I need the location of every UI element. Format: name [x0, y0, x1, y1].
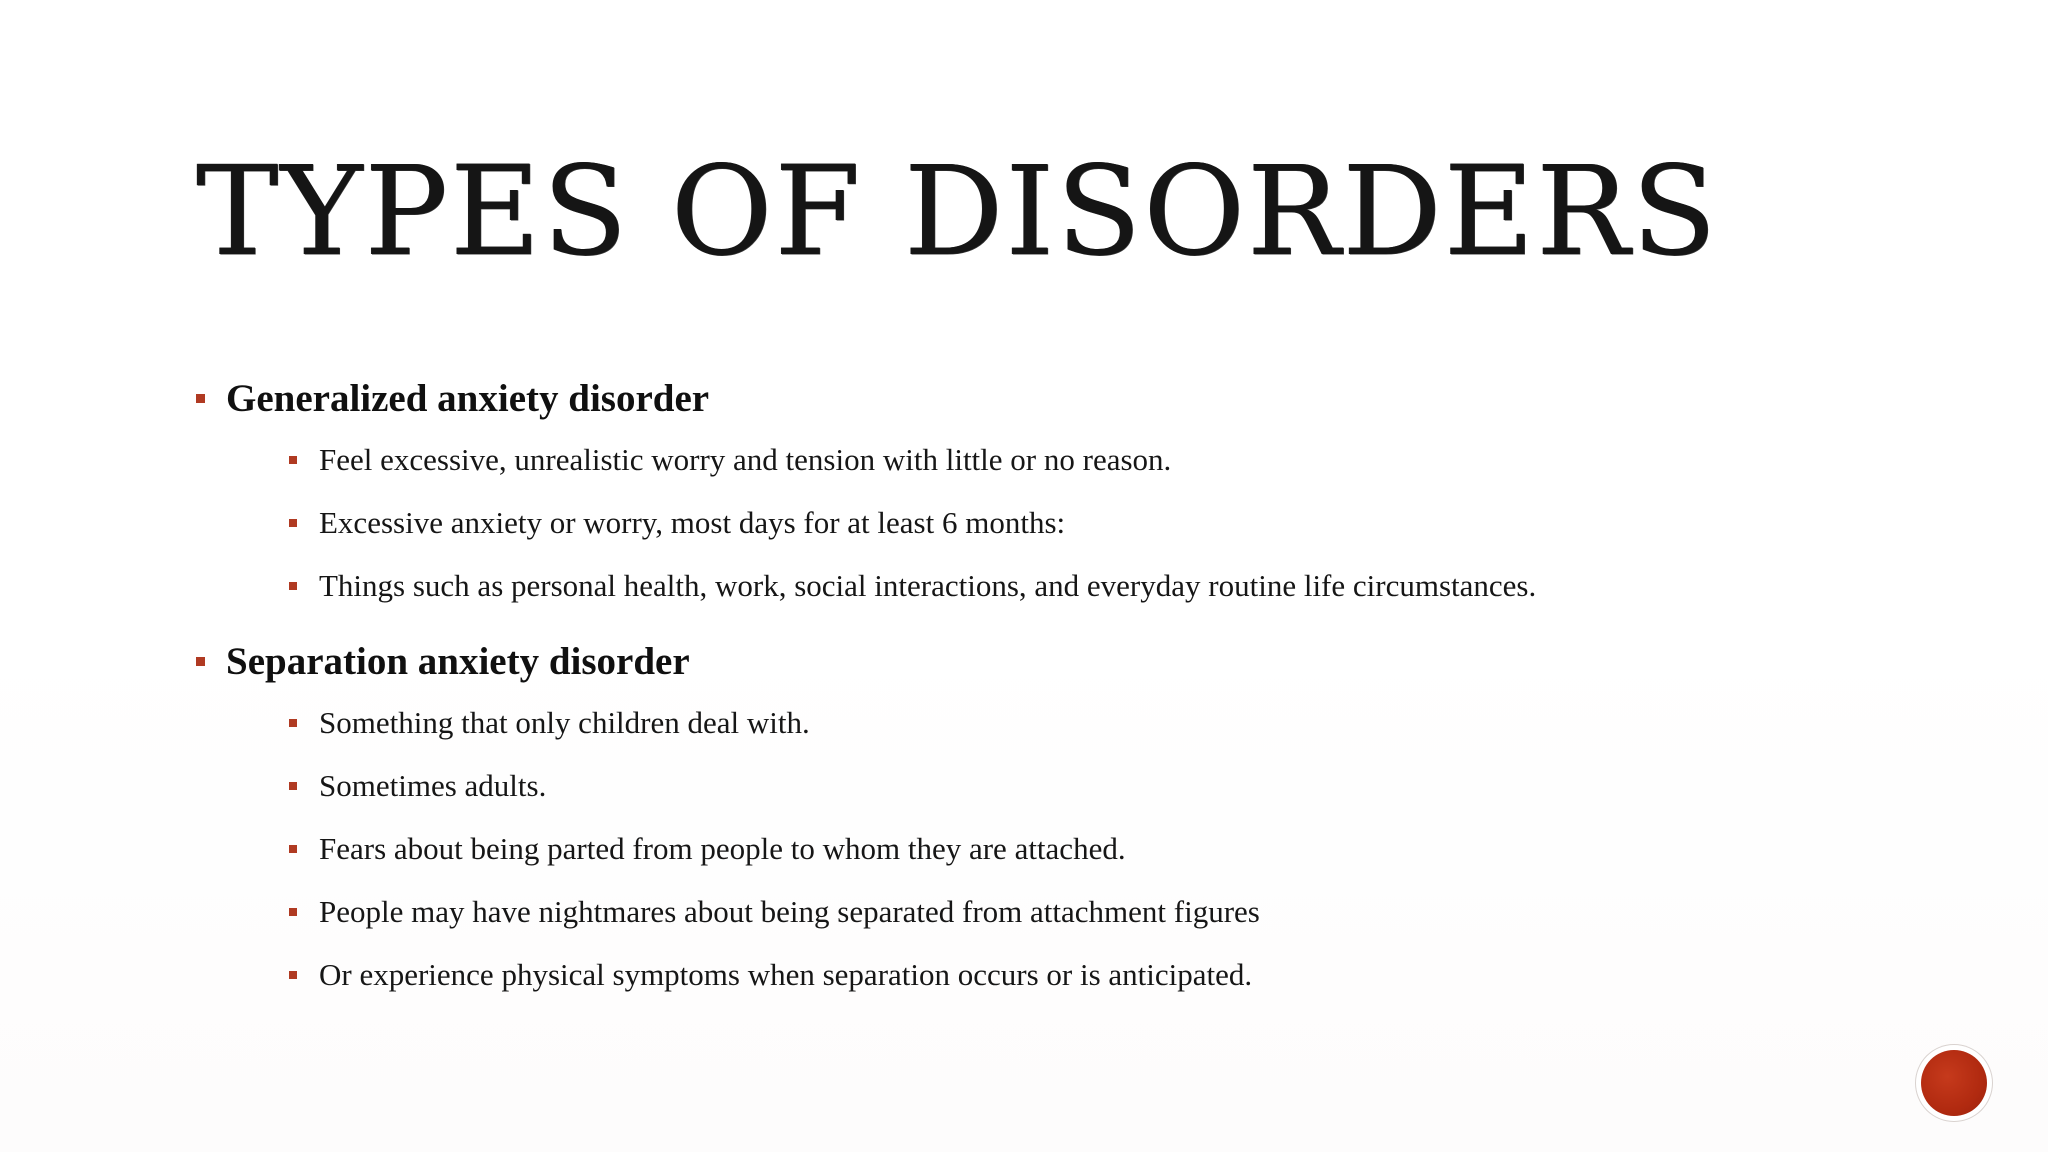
square-bullet-icon	[289, 582, 297, 590]
list-item-text: Things such as personal health, work, social interactions, and everyday routine life circumstances.	[319, 567, 1537, 603]
section-heading-text: Generalized anxiety disorder	[226, 376, 710, 420]
section-generalized-anxiety	[196, 372, 1916, 617]
section-separation-anxiety	[196, 635, 1916, 1006]
square-bullet-icon	[289, 908, 297, 916]
list-item-text: Excessive anxiety or worry, most days for at least 6 months:	[319, 504, 1066, 540]
square-bullet-icon	[196, 657, 205, 666]
square-bullet-icon	[289, 719, 297, 727]
slide-title: TYPES OF DISORDERS	[196, 140, 1719, 284]
square-bullet-icon	[196, 394, 205, 403]
section-heading	[196, 372, 1916, 424]
square-bullet-icon	[289, 782, 297, 790]
list-item	[196, 691, 1916, 754]
list-item	[196, 491, 1916, 554]
bullet-list	[196, 372, 1916, 1024]
square-bullet-icon	[289, 456, 297, 464]
list-item-text: Sometimes adults.	[319, 767, 547, 803]
circle-button-icon[interactable]	[1916, 1045, 1992, 1121]
section-heading-text: Separation anxiety disorder	[226, 639, 690, 683]
square-bullet-icon	[289, 971, 297, 979]
list-item-text: People may have nightmares about being separated from attachment figures	[319, 893, 1260, 929]
list-item-text: Or experience physical symptoms when separation occurs or is anticipated.	[319, 956, 1253, 992]
list-item-text: Feel excessive, unrealistic worry and tension with little or no reason.	[319, 441, 1172, 477]
list-item	[196, 880, 1916, 943]
sub-bullet-list	[196, 691, 1916, 1006]
list-item	[196, 817, 1916, 880]
circle-button-fill	[1921, 1050, 1987, 1116]
list-item	[196, 554, 1916, 617]
sub-bullet-list	[196, 428, 1916, 617]
list-item-text: Something that only children deal with.	[319, 704, 810, 740]
list-item-text: Fears about being parted from people to whom they are attached.	[319, 830, 1126, 866]
list-item	[196, 428, 1916, 491]
list-item	[196, 754, 1916, 817]
square-bullet-icon	[289, 519, 297, 527]
list-item	[196, 943, 1916, 1006]
section-heading	[196, 635, 1916, 687]
square-bullet-icon	[289, 845, 297, 853]
